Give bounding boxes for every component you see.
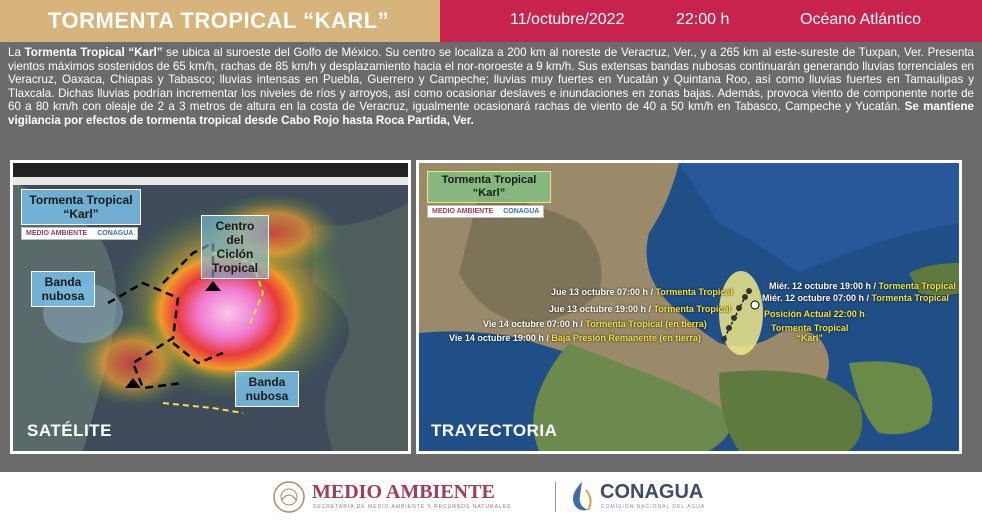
desc-body: se ubica al suroeste del Golfo de México. Su centro se localiza a 200 km al noreste de Veracruz, Ver., y a 265 km al este-sureste de Tuxpan, Ver. Presenta vientos máximos sostenidos de 65 km/h, rachas de 85 km/h y desplazamiento hacia el nor-noroeste a 9 km/h. Sus extensas bandas nubosas continuarán generando lluvias torrenciales en Veracruz, Oaxaca, Chiapas y Tabasco; lluvias intensas en Puebla, Guerrero y Campeche; lluvias muy fuertes en Yucatán y Quintana Roo, así como lluvias fuertes en Tamaulipas y Tlaxcala. Dichas lluvias podrían incrementar los niveles de ríos y arroyos, así como ocasionar deslaves e inundaciones en zonas bajas. Además, provoca viento de componente norte de 60 a 80 km/h con oleaje de 2 a 3 metros de altura en la costa de Veracruz, igualmente ocasionará rachas de viento de 40 a 50 km/h en Tabasco, Campeche y Yucatán. bbox=[8, 46, 974, 114]
bulletin-body bbox=[0, 42, 982, 472]
header-title-area bbox=[0, 0, 440, 42]
forecast-point-3-when: Jue 13 octubre 07:00 h / bbox=[551, 287, 656, 297]
satellite-panel bbox=[10, 160, 411, 454]
forecast-point-6-when: Vie 14 octubre 19:00 h / bbox=[449, 333, 552, 343]
trajectory-logo-conagua: CONAGUA bbox=[503, 208, 540, 215]
current-position-label: Posición Actual 22:00 h bbox=[764, 309, 865, 319]
desc-intro: La bbox=[8, 46, 25, 59]
band-right-line2: nubosa bbox=[245, 389, 289, 403]
forecast-point-6-status: Baja Presión Remanente (en tierra) bbox=[551, 333, 701, 343]
conagua-logo-icon bbox=[566, 480, 596, 514]
forecast-point-2-status: Tormenta Tropical bbox=[871, 293, 949, 303]
mexico-seal-icon bbox=[272, 480, 306, 514]
footer-separator bbox=[555, 482, 556, 512]
satellite-logos bbox=[21, 227, 138, 240]
trajectory-storm-tag-line2: “Karl” bbox=[472, 187, 506, 199]
footer-medio-sub: SECRETARÍA DE MEDIO AMBIENTE Y RECURSOS NATURALES bbox=[313, 504, 512, 510]
forecast-point-4 bbox=[549, 304, 731, 314]
header-ocean: Océano Atlántico bbox=[800, 11, 921, 28]
desc-storm-name: Tormenta Tropical “Karl” bbox=[24, 46, 163, 59]
footer-conagua: CONAGUA bbox=[600, 481, 704, 503]
header-date: 11/octubre/2022 bbox=[510, 11, 625, 28]
satellite-storm-tag-line1: Tormenta Tropical bbox=[29, 193, 133, 207]
forecast-point-5 bbox=[483, 319, 707, 329]
forecast-point-2-when: Miér. 12 octubre 07:00 h / bbox=[762, 293, 872, 303]
cyclone-center-line3: Tropical bbox=[211, 261, 258, 275]
forecast-point-3 bbox=[551, 287, 733, 297]
cyclone-center-line2: del Ciclón bbox=[216, 233, 254, 261]
forecast-point-6 bbox=[449, 333, 701, 343]
map-storm-label-line1: Tormenta Tropical bbox=[771, 323, 849, 333]
forecast-point-1-when: Miér. 12 octubre 19:00 h / bbox=[769, 281, 879, 291]
bulletin-description bbox=[8, 46, 974, 128]
satellite-storm-tag bbox=[21, 189, 141, 225]
page-title: TORMENTA TROPICAL “KARL” bbox=[48, 8, 390, 33]
forecast-point-3-status: Tormenta Tropical bbox=[655, 287, 733, 297]
cyclone-center-tag bbox=[201, 215, 269, 279]
forecast-point-5-status: Tormenta Tropical (en tierra) bbox=[585, 319, 707, 329]
trajectory-logo-medio: MEDIO AMBIENTE bbox=[432, 208, 494, 215]
desc-warning: Se mantiene vigilancia por efectos de tormenta tropical desde Cabo Rojo hasta Roca Partida, Ver. bbox=[8, 100, 974, 127]
trajectory-panel bbox=[416, 160, 962, 454]
trajectory-label: TRAYECTORIA bbox=[431, 421, 558, 440]
map-storm-label-line2: “Karl” bbox=[796, 333, 823, 343]
trajectory-logos bbox=[427, 205, 544, 218]
forecast-point-5-when: Vie 14 octubre 07:00 h / bbox=[483, 319, 586, 329]
footer-medio-ambiente: MEDIO AMBIENTE bbox=[312, 481, 495, 503]
band-left-tag bbox=[31, 271, 95, 307]
forecast-point-4-when: Jue 13 octubre 19:00 h / bbox=[549, 304, 654, 314]
forecast-point-1 bbox=[769, 281, 956, 291]
trajectory-storm-tag bbox=[427, 171, 551, 203]
forecast-point-2 bbox=[762, 293, 949, 303]
band-left-line2: nubosa bbox=[41, 289, 85, 303]
header-info-area bbox=[440, 0, 982, 42]
forecast-point-4-status: Tormenta Tropical bbox=[653, 304, 731, 314]
trajectory-storm-tag-line1: Tormenta Tropical bbox=[441, 174, 537, 186]
satellite-logo-medio: MEDIO AMBIENTE bbox=[26, 230, 88, 237]
band-right-line1: Banda bbox=[248, 375, 286, 389]
satellite-logo-conagua: CONAGUA bbox=[97, 230, 134, 237]
cyclone-center-line1: Centro bbox=[215, 219, 255, 233]
band-left-line1: Banda bbox=[44, 275, 82, 289]
footer-logos bbox=[0, 472, 982, 525]
satellite-label: SATÉLITE bbox=[27, 421, 112, 440]
map-storm-label bbox=[771, 323, 848, 343]
band-right-tag bbox=[235, 371, 299, 407]
footer-conagua-sub: COMISIÓN NACIONAL DEL AGUA bbox=[601, 504, 706, 510]
header-time: 22:00 h bbox=[676, 11, 730, 28]
header-bar bbox=[0, 0, 982, 42]
forecast-point-1-status: Tormenta Tropical bbox=[878, 281, 956, 291]
satellite-storm-tag-line2: “Karl” bbox=[63, 207, 99, 221]
